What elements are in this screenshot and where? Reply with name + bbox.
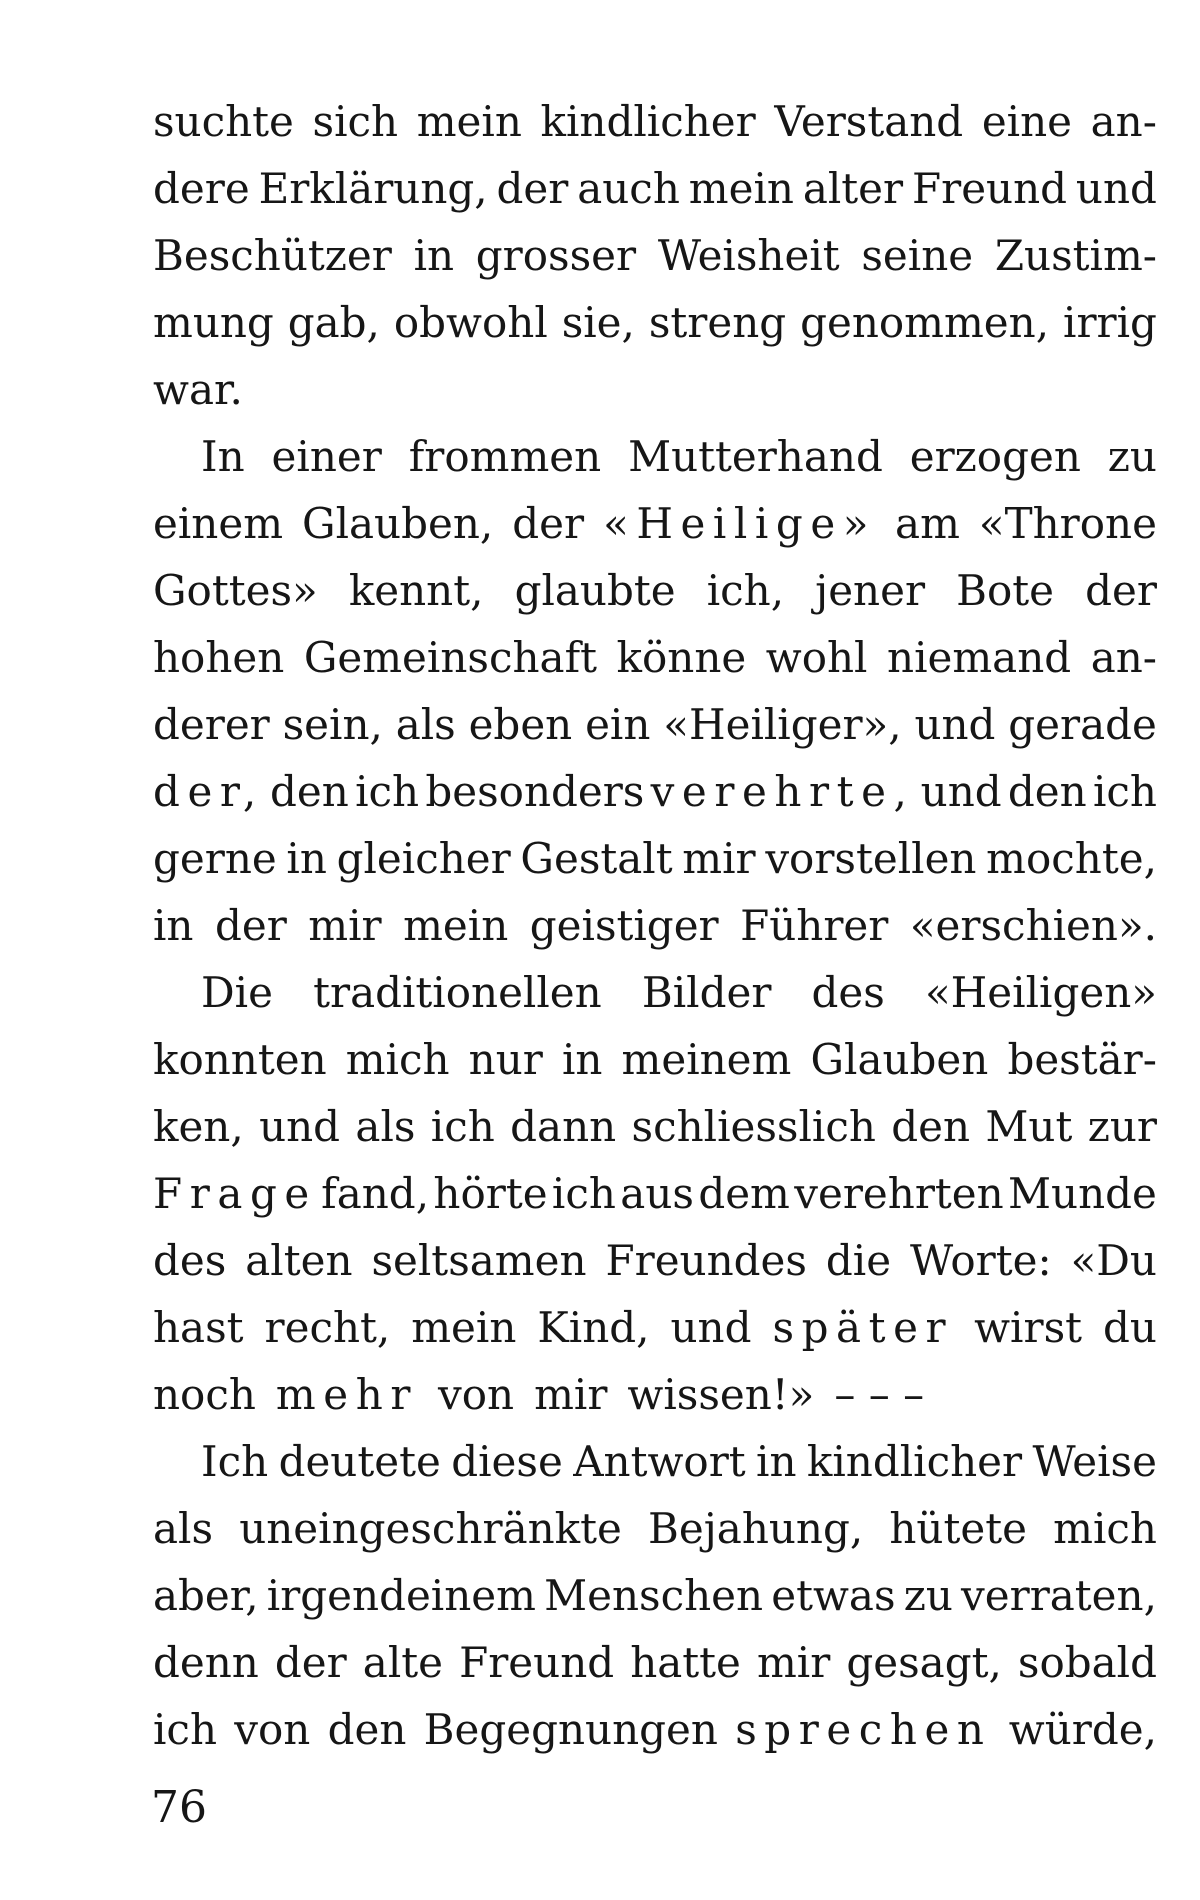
word: alten [245, 1236, 353, 1285]
word: den [327, 1705, 407, 1754]
word: alter [802, 164, 904, 213]
word: «Heiligen» [924, 968, 1157, 1017]
word: Begegnungen [423, 1705, 718, 1754]
text-line [153, 289, 1157, 356]
text-line [153, 1093, 1157, 1160]
word: ich [153, 1705, 218, 1754]
word: glaubte [514, 566, 676, 615]
word: dere [153, 164, 250, 213]
word: irgendeinem [266, 1571, 536, 1620]
word: mich [345, 1035, 450, 1084]
word: traditionellen [313, 968, 602, 1017]
word: recht, [264, 1303, 391, 1352]
word: in [153, 901, 194, 950]
word: fand, [321, 1169, 430, 1218]
word: in [413, 231, 455, 280]
word: würde, [1008, 1705, 1157, 1754]
word: Bejahung, [648, 1504, 864, 1553]
word: Munde [1008, 1169, 1157, 1218]
word: ich, [706, 566, 785, 615]
word: wohl [765, 633, 868, 682]
word: konnten [153, 1035, 327, 1084]
word: in [286, 834, 327, 883]
word: Erklärung, [258, 164, 488, 213]
word: Die [201, 968, 273, 1017]
word: vorstellen [765, 834, 977, 883]
word: an- [1090, 97, 1157, 146]
word: als [395, 700, 456, 749]
word: ken, [153, 1102, 244, 1151]
word: mein [688, 164, 794, 213]
word: der [1085, 566, 1157, 615]
word: mich [1053, 1504, 1157, 1553]
word: ich [355, 767, 420, 816]
word: könne [616, 633, 747, 682]
word: Frage [153, 1169, 317, 1218]
word: ich [430, 1102, 495, 1151]
word: Worte: [910, 1236, 1052, 1285]
word: gleicher [336, 834, 511, 883]
word: und [920, 767, 1002, 816]
word: aber, [153, 1571, 259, 1620]
word: mir [534, 1370, 608, 1419]
word: Bilder [641, 968, 772, 1017]
word: gerade [1008, 700, 1157, 749]
word: gab, [287, 298, 380, 347]
word: an- [1090, 633, 1157, 682]
word: «Du [1070, 1236, 1157, 1285]
word: gesagt, [846, 1638, 1002, 1687]
word: dann [510, 1102, 617, 1151]
word: ich [551, 1169, 616, 1218]
word: hütete [889, 1504, 1027, 1553]
text-line [153, 959, 1157, 1026]
word: uneingeschränkte [239, 1504, 622, 1553]
word: Mut [985, 1102, 1073, 1151]
text-line [153, 1160, 1157, 1227]
word: Glauben [810, 1035, 989, 1084]
word: mein [416, 97, 522, 146]
word: mir [682, 834, 756, 883]
text-line [153, 1495, 1157, 1562]
word: der [496, 164, 569, 213]
word: und [914, 700, 996, 749]
word: Ich [201, 1437, 269, 1486]
word: war. [153, 365, 243, 414]
word: sobald [1017, 1638, 1157, 1687]
word: Freund [911, 164, 1068, 213]
word: grosser [475, 231, 637, 280]
word: und [1075, 164, 1157, 213]
word: «Throne [978, 499, 1157, 548]
word: In [201, 432, 245, 481]
word: diese [451, 1437, 563, 1486]
word: sich [312, 97, 399, 146]
word: der, [153, 767, 264, 816]
text-line [153, 155, 1157, 222]
text-line [153, 1227, 1157, 1294]
word: dem [698, 1169, 790, 1218]
word: der [214, 901, 287, 950]
word: kindlicher [806, 1437, 1023, 1486]
word: zur [1087, 1102, 1157, 1151]
word: den [1007, 767, 1087, 816]
word: bestär- [1007, 1035, 1157, 1084]
word: hatte [630, 1638, 741, 1687]
word: später [772, 1303, 954, 1352]
text-line [153, 356, 1157, 423]
word: von [437, 1370, 515, 1419]
word: mir [756, 1638, 831, 1687]
text-line [153, 892, 1157, 959]
word: der [274, 1638, 347, 1687]
word: niemand [887, 633, 1072, 682]
word: besonders [425, 767, 645, 816]
word: einem [153, 499, 284, 548]
text-line [153, 88, 1157, 155]
word: noch [153, 1370, 256, 1419]
word: Glauben, [302, 499, 494, 548]
word: jener [815, 566, 926, 615]
text-line [153, 1361, 1157, 1428]
word: verehrte, [650, 767, 915, 816]
word: mein [411, 1303, 517, 1352]
word: Führer [740, 901, 889, 950]
word: Verstand [774, 97, 964, 146]
word: der [512, 499, 585, 548]
word: aus [620, 1169, 694, 1218]
word: Freund [459, 1638, 615, 1687]
word: zu [903, 1571, 953, 1620]
word: verraten, [961, 1571, 1157, 1620]
word: «Heiliger», [663, 700, 902, 749]
word: des [811, 968, 885, 1017]
word: Mutterhand [628, 432, 883, 481]
word: suchte [153, 97, 294, 146]
word: mehr [275, 1370, 418, 1419]
word: genommen, [800, 298, 1050, 347]
word: und [670, 1303, 752, 1352]
word: meinem [621, 1035, 792, 1084]
text-line [153, 691, 1157, 758]
word: Kind, [537, 1303, 650, 1352]
word: – – – [834, 1370, 925, 1419]
word: Bote [956, 566, 1055, 615]
word: gerne [153, 834, 277, 883]
word: Gottes» [153, 566, 318, 615]
word: derer [153, 700, 270, 749]
word: sprechen [735, 1705, 992, 1754]
word: am [895, 499, 960, 548]
word: obwohl [393, 298, 548, 347]
page-number: 76 [151, 1782, 207, 1833]
word: des [153, 1236, 227, 1285]
word: mein [403, 901, 509, 950]
word: kennt, [348, 566, 484, 615]
word: Weise [1032, 1437, 1157, 1486]
word: Gemeinschaft [303, 633, 597, 682]
text-line [153, 1562, 1157, 1629]
text-line [153, 1294, 1157, 1361]
word: Weisheit [657, 231, 840, 280]
text-line [153, 222, 1157, 289]
word: die [825, 1236, 892, 1285]
word: frommen [408, 432, 602, 481]
text-line [153, 490, 1157, 557]
word: verehrten [794, 1169, 1004, 1218]
word: mung [153, 298, 274, 347]
word: Menschen [544, 1571, 764, 1620]
word: in [756, 1437, 797, 1486]
word: mochte, [986, 834, 1157, 883]
text-line [153, 624, 1157, 691]
word: auch [577, 164, 680, 213]
word: von [234, 1705, 311, 1754]
word: geistiger [529, 901, 719, 950]
word: als [355, 1102, 416, 1151]
word: ich [1092, 767, 1157, 816]
word: eben [468, 700, 573, 749]
text-line [153, 1696, 1157, 1763]
word: deutete [278, 1437, 441, 1486]
word: Antwort [573, 1437, 746, 1486]
word: streng [648, 298, 787, 347]
word: einer [271, 432, 382, 481]
text-line [153, 1629, 1157, 1696]
word: sein, [282, 700, 383, 749]
word: seltsamen [371, 1236, 587, 1285]
word: schliesslich [631, 1102, 876, 1151]
word: alte [362, 1638, 444, 1687]
text-line [153, 557, 1157, 624]
word: in [561, 1035, 603, 1084]
word: wirst [974, 1303, 1083, 1352]
page-body [153, 88, 1157, 1763]
word: zu [1107, 432, 1157, 481]
text-line [153, 758, 1157, 825]
word: mir [308, 901, 382, 950]
word: wissen!» [627, 1370, 815, 1419]
word: kindlicher [540, 97, 756, 146]
word: du [1103, 1303, 1157, 1352]
word: hohen [153, 633, 285, 682]
word: hast [153, 1303, 244, 1352]
word: und [259, 1102, 341, 1151]
text-line [153, 825, 1157, 892]
word: Beschützer [153, 231, 392, 280]
word: denn [153, 1638, 259, 1687]
word: als [153, 1504, 214, 1553]
word: «Heilige» [603, 499, 877, 548]
word: eine [981, 97, 1073, 146]
word: Freundes [605, 1236, 807, 1285]
word: seine [861, 231, 974, 280]
text-line [153, 423, 1157, 490]
word: irrig [1063, 298, 1157, 347]
word: sie, [561, 298, 635, 347]
word: etwas [771, 1571, 896, 1620]
word: Zustim- [994, 231, 1157, 280]
word: «erschien». [909, 901, 1157, 950]
text-line [153, 1428, 1157, 1495]
word: den [891, 1102, 971, 1151]
text-line [153, 1026, 1157, 1093]
word: ein [585, 700, 651, 749]
word: hörte [433, 1169, 548, 1218]
word: erzogen [909, 432, 1081, 481]
word: Gestalt [520, 834, 673, 883]
word: den [270, 767, 349, 816]
word: nur [468, 1035, 543, 1084]
